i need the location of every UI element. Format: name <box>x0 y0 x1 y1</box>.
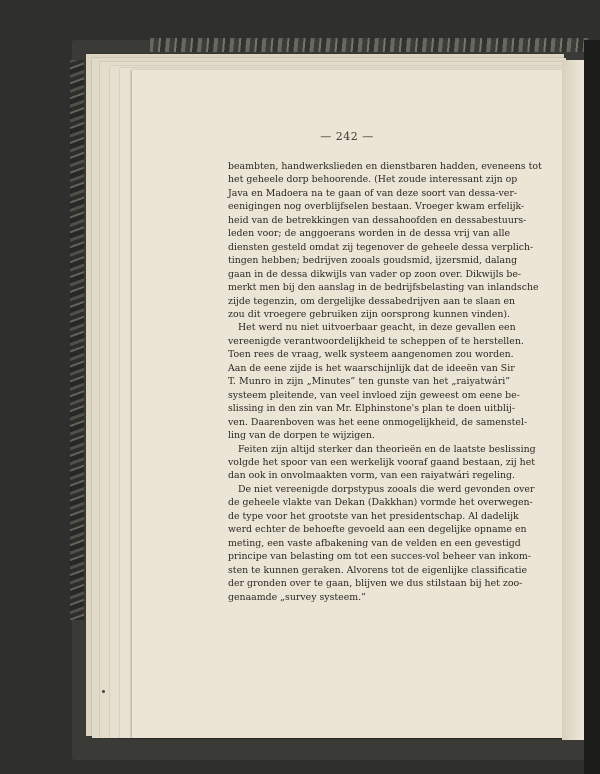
text-line: T. Munro in zijn „Minutes” ten gunste van het „raiyatwári” <box>228 376 510 388</box>
text-line: slissing in den zin van Mr. Elphinstone's plan te doen uitblij- <box>228 403 515 415</box>
text-line: de type voor het grootste van het presidentschap. Al dadelijk <box>228 510 519 522</box>
text-line: dan ook in onvolmaakten vorm, van een raiyatwári regeling. <box>228 470 515 482</box>
text-line: de geheele vlakte van Dekan (Dakkhan) vormde het overwegen- <box>228 497 533 509</box>
text-line: genaamde „survey systeem.” <box>228 591 366 603</box>
text-line: Toen rees de vraag, welk systeem aangenomen zou worden. <box>228 349 514 361</box>
text-line: volgde het spoor van een werkelijk vooraf gaand bestaan, zij het <box>228 456 536 468</box>
scanner-edge <box>584 40 600 774</box>
text-line: De niet vereenigde dorpstypus zooals die werd gevonden over <box>238 483 535 495</box>
text-line: gaan in de dessa dikwijls van vader op zoon over. Dikwijls be- <box>228 268 522 280</box>
text-line: Aan de eene zijde is het waarschijnlijk dat de ideeën van Sir <box>228 362 515 374</box>
text-line: zou dit vroegere gebruiken zijn oorsprong kunnen vinden). <box>228 308 510 320</box>
body-text <box>228 160 542 604</box>
text-line: ling van de dorpen te wijzigen. <box>228 430 375 442</box>
text-line: Feiten zijn altijd sterker dan theorieën en de laatste beslissing <box>238 443 536 455</box>
text-line: vereenigde verantwoordelijkheid te scheppen of te herstellen. <box>228 335 524 347</box>
text-line: Java en Madoera na te gaan of van deze soort van dessa-ver- <box>228 187 517 199</box>
marbled-spine-edge <box>70 60 84 620</box>
text-line: beambten, handwerkslieden en dienstbaren hadden, eveneens tot <box>228 161 542 172</box>
text-line: merkt men bij den aanslag in de bedrijfsbelasting van inlandsche <box>228 282 539 294</box>
text-line: ven. Daarenboven was het eene onmogelijkheid, de samenstel- <box>228 416 528 428</box>
text-line: systeem pleitende, van veel invloed zijn geweest om eene be- <box>228 389 520 401</box>
text-line: leden voor; de anggoerans worden in de dessa vrij van alle <box>228 228 510 240</box>
text-line: het geheele dorp behoorende. (Het zoude interessant zijn op <box>228 174 518 186</box>
marbled-top-edge <box>150 38 590 52</box>
text-line: heid van de betrekkingen van dessahoofden en dessabestuurs- <box>228 214 527 226</box>
book-page <box>132 70 562 738</box>
text-line: meting, een vaste afbakening van de velden en een gevestigd <box>228 537 521 549</box>
text-line: Het werd nu niet uitvoerbaar geacht, in deze gevallen een <box>238 322 516 334</box>
page-number: — 242 — <box>320 130 374 143</box>
page-mark <box>102 690 105 693</box>
facing-page-edge <box>562 60 586 740</box>
text-line: principe van belasting om tot een succes-vol beheer van inkom- <box>228 551 531 563</box>
text-line: eenigingen nog overblijfselen bestaan. Vroeger kwam erfelijk- <box>228 201 525 213</box>
text-line: tingen hebben; bedrijven zooals goudsmid, ijzersmid, dalang <box>228 255 518 267</box>
text-line: zijde tegenzin, om dergelijke dessabedrijven aan te slaan en <box>228 295 516 307</box>
text-line: sten te kunnen geraken. Alvorens tot de eigenlijke classificatie <box>228 564 528 576</box>
text-line: diensten gesteld omdat zij tegenover de geheele dessa verplich- <box>228 241 534 253</box>
text-line: werd echter de behoefte gevoeld aan een degelijke opname en <box>228 524 527 536</box>
text-line: der gronden over te gaan, blijven we dus stilstaan bij het zoo- <box>228 578 523 590</box>
